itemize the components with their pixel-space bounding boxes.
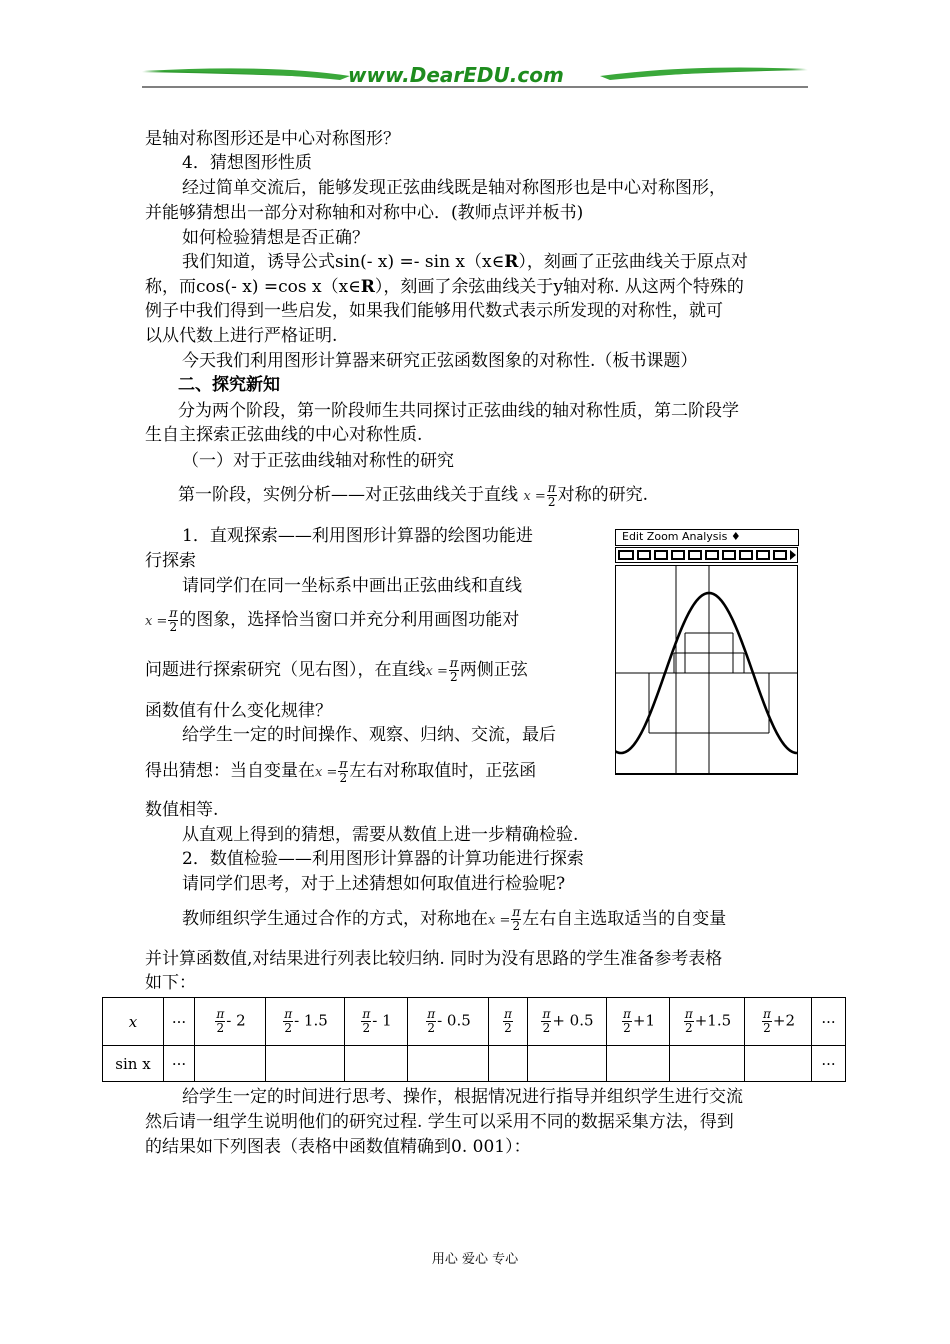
text-line: 经过简单交流后，能够发现正弦曲线既是轴对称图形也是中心对称图形， xyxy=(182,178,726,198)
text-line xyxy=(145,276,744,298)
offset-text: - 1 xyxy=(372,1011,392,1030)
calculator-screenshot xyxy=(615,529,799,776)
text-line xyxy=(145,758,536,785)
text-line: 然后请一组学生说明他们的研究过程. 学生可以采用不同的数据采集方法，得到 xyxy=(145,1112,734,1132)
table-cell-sin-value xyxy=(345,1046,408,1082)
table-cell-x-value xyxy=(345,998,408,1046)
fraction-pi-over-2: $\frac{\pi}{2}$ xyxy=(362,1007,371,1035)
text-segment: 第一阶段，实例分析——对正弦曲线关于直线 xyxy=(178,485,518,505)
fraction-pi-over-2: $\frac{\pi}{2}$ xyxy=(504,1007,512,1035)
text-segment: 得出猜想：当自变量在 xyxy=(145,761,315,781)
text-line xyxy=(145,657,528,684)
page-footer: 用心 爱心 专心 xyxy=(431,1252,519,1267)
fraction-pi-over-2: $\frac{\pi}{2}$ xyxy=(547,481,556,509)
text-segment: 对称的研究. xyxy=(557,485,649,505)
table-cell-sin-value xyxy=(489,1046,528,1082)
text-line xyxy=(182,906,726,933)
offset-text: - 0.5 xyxy=(437,1011,471,1030)
site-logo-text: www.DearEDU.com xyxy=(348,63,564,87)
text-segment: ），刻画了正弦曲线关于原点对 xyxy=(518,252,748,272)
table-cell-sin-value xyxy=(408,1046,489,1082)
value-table xyxy=(102,997,846,1082)
text-segment: 左右对称取值时，正弦函 xyxy=(349,761,537,781)
table-header-sin: sin x xyxy=(103,1046,164,1082)
subsection-heading: （一）对于正弦曲线轴对称性的研究 xyxy=(182,451,454,471)
text-line: 1．直观探索——利用图形计算器的绘图功能进 xyxy=(182,526,533,546)
math-x-eq: x = xyxy=(145,614,168,629)
text-line xyxy=(145,607,519,634)
fraction-pi-over-2: $\frac{\pi}{2}$ xyxy=(339,757,348,785)
text-line: 生自主探索正弦曲线的中心对称性质. xyxy=(145,425,423,445)
fraction-pi-over-2: $\frac{\pi}{2}$ xyxy=(169,606,178,634)
text-line: 请同学们在同一坐标系中画出正弦曲线和直线 xyxy=(182,576,522,596)
fraction-pi-over-2: $\frac{\pi}{2}$ xyxy=(284,1007,293,1035)
text-line: 给学生一定的时间操作、观察、归纳、交流，最后 xyxy=(182,725,556,745)
text-line: 分为两个阶段，第一阶段师生共同探讨正弦曲线的轴对称性质，第二阶段学 xyxy=(178,401,739,421)
calculator-toolbar xyxy=(615,547,799,563)
text-segment: 问题进行探索研究（见右图），在直线 xyxy=(145,660,426,680)
real-set-symbol: R xyxy=(360,277,375,297)
table-row-sin xyxy=(103,1046,846,1082)
text-line: 2．数值检验——利用图形计算器的计算功能进行探索 xyxy=(182,849,584,869)
text-segment: 称，而cos(- x) =cos x（x∈ xyxy=(145,277,361,297)
table-cell-x-value xyxy=(489,998,528,1046)
text-line: 并计算函数值,对结果进行列表比较归纳. 同时为没有思路的学生准备参考表格 xyxy=(145,949,723,969)
offset-text: + 0.5 xyxy=(552,1011,594,1030)
text-line: 给学生一定的时间进行思考、操作，根据情况进行指导并组织学生进行交流 xyxy=(182,1087,743,1107)
table-ellipsis: ··· xyxy=(812,998,846,1046)
table-ellipsis: ··· xyxy=(164,1046,195,1082)
text-line: 今天我们利用图形计算器来研究正弦函数图象的对称性.（板书课题） xyxy=(182,351,698,371)
fraction-pi-over-2: $\frac{\pi}{2}$ xyxy=(216,1007,225,1035)
math-x-eq: x = xyxy=(523,489,546,504)
text-line: 如下： xyxy=(145,973,196,993)
table-cell-sin-value xyxy=(195,1046,266,1082)
calculator-menu-text: Edit Zoom Analysis ♦ xyxy=(622,530,741,543)
table-cell-sin-value xyxy=(745,1046,812,1082)
text-line: 从直观上得到的猜想，需要从数值上进一步精确检验. xyxy=(182,825,579,845)
calculator-menu-bar xyxy=(615,529,799,546)
fraction-pi-over-2: $\frac{\pi}{2}$ xyxy=(622,1007,631,1035)
math-x-eq: x = xyxy=(315,765,338,780)
text-line xyxy=(182,251,748,273)
offset-text: - 2 xyxy=(226,1011,246,1030)
table-ellipsis: ··· xyxy=(164,998,195,1046)
text-segment: 教师组织学生通过合作的方式，对称地在 xyxy=(182,909,488,929)
fraction-pi-over-2: $\frac{\pi}{2}$ xyxy=(542,1007,551,1035)
fraction-pi-over-2: $\frac{\pi}{2}$ xyxy=(427,1007,436,1035)
fraction-pi-over-2: $\frac{\pi}{2}$ xyxy=(762,1007,771,1035)
text-segment: 两侧正弦 xyxy=(459,660,528,680)
table-ellipsis: ··· xyxy=(812,1046,846,1082)
table-cell-x-value xyxy=(266,998,345,1046)
table-cell-x-value xyxy=(528,998,607,1046)
offset-text: +1 xyxy=(632,1011,655,1030)
text-line: 以从代数上进行严格证明. xyxy=(145,326,338,346)
table-cell-sin-value xyxy=(607,1046,670,1082)
table-cell-sin-value xyxy=(670,1046,745,1082)
section-heading: 4．猜想图形性质 xyxy=(182,153,312,173)
offset-text: +1.5 xyxy=(694,1011,732,1030)
text-line: 如何检验猜想是否正确？ xyxy=(182,228,369,248)
text-segment: 左右自主选取适当的自变量 xyxy=(522,909,727,929)
offset-text: - 1.5 xyxy=(294,1011,328,1030)
text-line xyxy=(178,482,648,509)
text-line: 例子中我们得到一些启发，如果我们能够用代数式表示所发现的对称性，就可 xyxy=(145,301,723,321)
table-cell-x-value xyxy=(670,998,745,1046)
text-segment: 的图象，选择恰当窗口并充分利用画图功能对 xyxy=(179,610,520,630)
real-set-symbol: R xyxy=(504,252,519,272)
text-line: 的结果如下列图表（表格中函数值精确到0. 001）： xyxy=(145,1137,531,1157)
math-x-eq: x = xyxy=(425,664,448,679)
text-line: 并能够猜想出一部分对称轴和对称中心．(教师点评并板书) xyxy=(145,203,584,223)
text-line: 函数值有什么变化规律？ xyxy=(145,701,332,721)
table-cell-x-value xyxy=(607,998,670,1046)
table-cell-sin-value xyxy=(266,1046,345,1082)
table-row-x xyxy=(103,998,846,1046)
math-x-eq: x = xyxy=(488,913,511,928)
text-segment: 我们知道，诱导公式sin(- x) =- sin x（x∈ xyxy=(182,252,505,272)
table-cell-sin-value xyxy=(528,1046,607,1082)
table-header-x: x xyxy=(103,998,164,1046)
table-cell-x-value xyxy=(745,998,812,1046)
offset-text: +2 xyxy=(772,1011,795,1030)
text-line: 数值相等. xyxy=(145,800,219,820)
text-segment: ），刻画了余弦曲线关于y轴对称. 从这两个特殊的 xyxy=(374,277,744,297)
fraction-pi-over-2: $\frac{\pi}{2}$ xyxy=(449,656,458,684)
section-heading: 二、探究新知 xyxy=(178,375,280,395)
text-line: 请同学们思考，对于上述猜想如何取值进行检验呢? xyxy=(182,874,566,894)
text-line: 行探索 xyxy=(145,551,196,571)
table-cell-x-value xyxy=(408,998,489,1046)
fraction-pi-over-2: $\frac{\pi}{2}$ xyxy=(512,905,521,933)
table-cell-x-value xyxy=(195,998,266,1046)
fraction-pi-over-2: $\frac{\pi}{2}$ xyxy=(684,1007,693,1035)
text-line: 是轴对称图形还是中心对称图形？ xyxy=(145,129,400,149)
sine-graph xyxy=(615,565,799,776)
